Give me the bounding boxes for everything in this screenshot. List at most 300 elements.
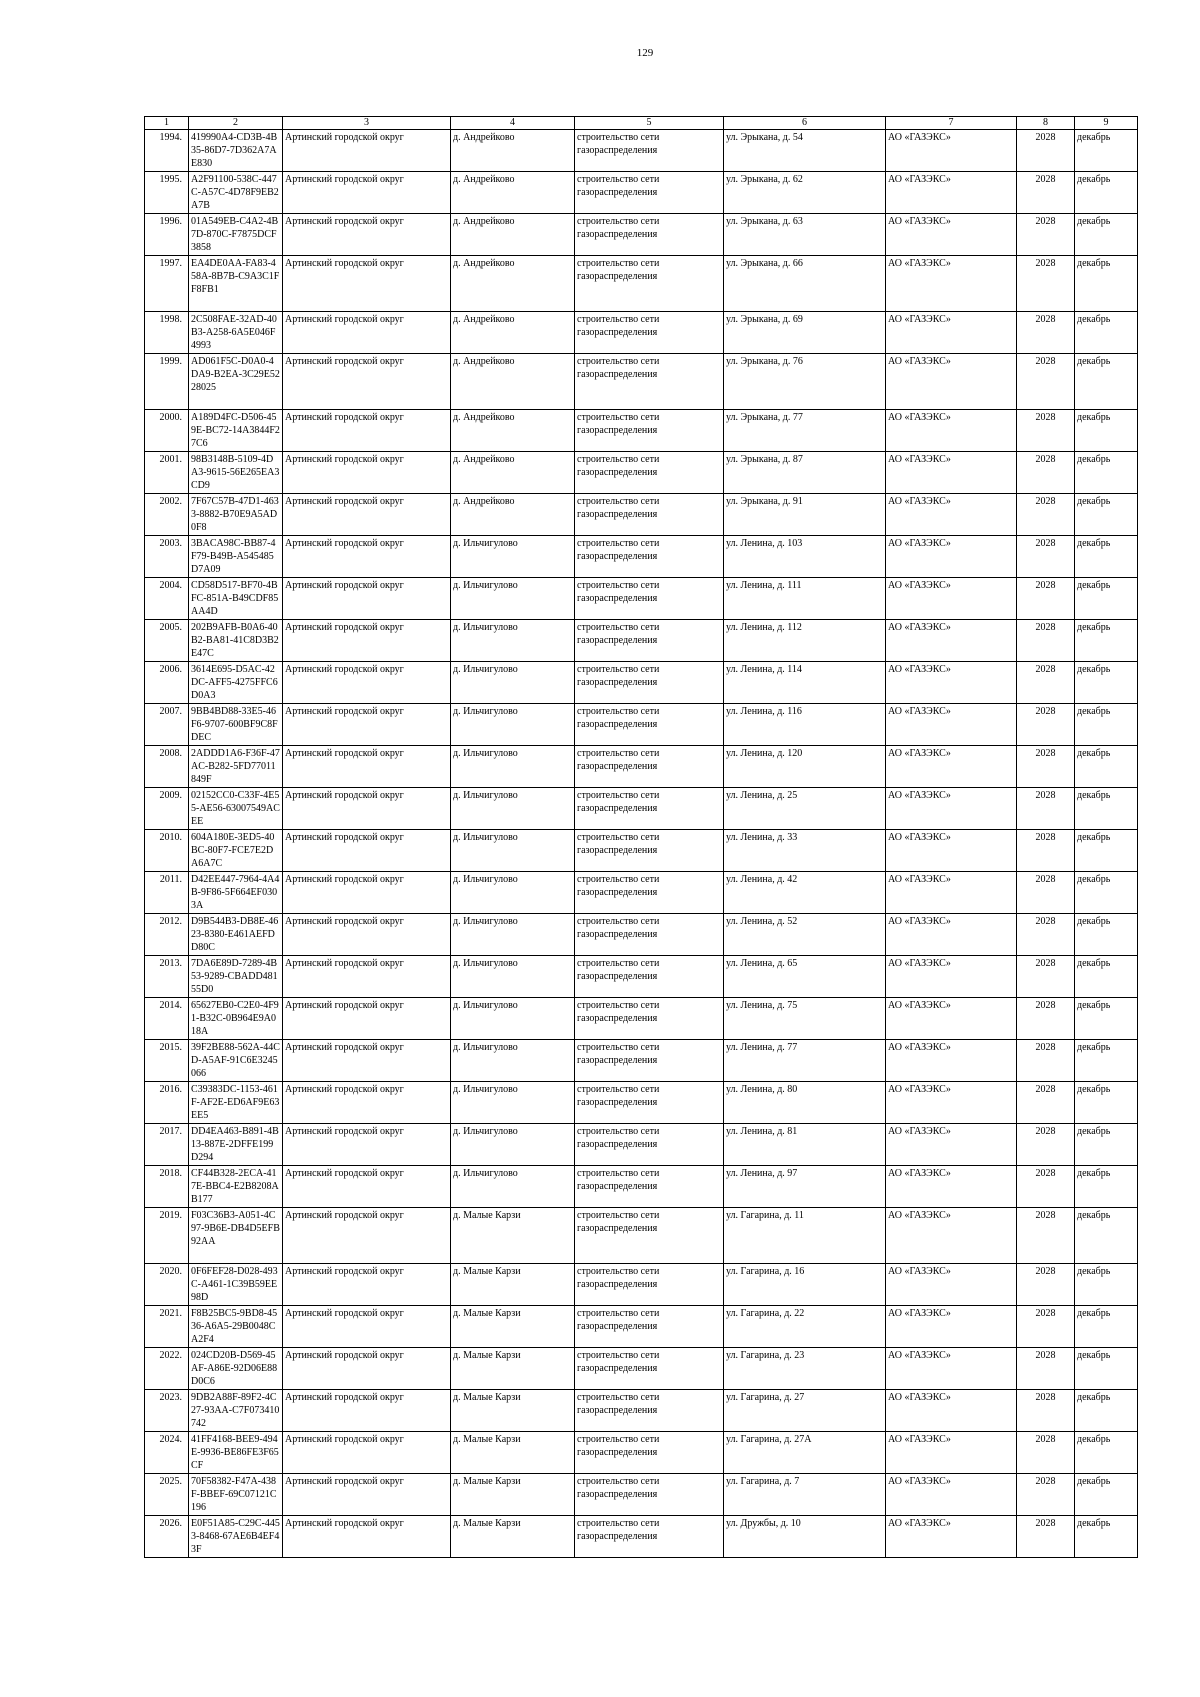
- work-type-cell: строительство сети газораспределения: [575, 1124, 724, 1166]
- address-cell: ул. Эрыкана, д. 91: [724, 494, 886, 536]
- address-cell: ул. Ленина, д. 81: [724, 1124, 886, 1166]
- month-cell: декабрь: [1075, 312, 1138, 354]
- work-type-cell: строительство сети газораспределения: [575, 1516, 724, 1558]
- address-cell: ул. Эрыкана, д. 66: [724, 256, 886, 312]
- row-number: 2024.: [145, 1432, 189, 1474]
- work-type-cell: строительство сети газораспределения: [575, 620, 724, 662]
- address-cell: ул. Ленина, д. 25: [724, 788, 886, 830]
- district-cell: Артинский городской округ: [283, 172, 451, 214]
- work-type-cell: строительство сети газораспределения: [575, 788, 724, 830]
- locality-cell: д. Ильчигулово: [451, 872, 575, 914]
- year-cell: 2028: [1017, 620, 1075, 662]
- work-type-cell: строительство сети газораспределения: [575, 452, 724, 494]
- district-cell: Артинский городской округ: [283, 494, 451, 536]
- row-number: 1994.: [145, 130, 189, 172]
- row-number: 2009.: [145, 788, 189, 830]
- district-cell: Артинский городской округ: [283, 620, 451, 662]
- row-number: 2005.: [145, 620, 189, 662]
- table-row: [145, 1390, 1138, 1432]
- work-type-cell: строительство сети газораспределения: [575, 704, 724, 746]
- organization-cell: АО «ГАЗЭКС»: [886, 256, 1017, 312]
- district-cell: Артинский городской округ: [283, 312, 451, 354]
- locality-cell: д. Ильчигулово: [451, 914, 575, 956]
- district-cell: Артинский городской округ: [283, 410, 451, 452]
- organization-cell: АО «ГАЗЭКС»: [886, 1124, 1017, 1166]
- locality-cell: д. Ильчигулово: [451, 536, 575, 578]
- district-cell: Артинский городской округ: [283, 354, 451, 410]
- locality-cell: д. Андрейково: [451, 410, 575, 452]
- locality-cell: д. Малые Карзи: [451, 1390, 575, 1432]
- month-cell: декабрь: [1075, 872, 1138, 914]
- year-cell: 2028: [1017, 536, 1075, 578]
- gasification-table: [144, 116, 1138, 1558]
- organization-cell: АО «ГАЗЭКС»: [886, 998, 1017, 1040]
- object-id: 7DA6E89D-7289-4B53-9289-CBADD48155D0: [189, 956, 283, 998]
- address-cell: ул. Гагарина, д. 16: [724, 1264, 886, 1306]
- address-cell: ул. Ленина, д. 80: [724, 1082, 886, 1124]
- organization-cell: АО «ГАЗЭКС»: [886, 872, 1017, 914]
- year-cell: 2028: [1017, 1474, 1075, 1516]
- address-cell: ул. Эрыкана, д. 69: [724, 312, 886, 354]
- locality-cell: д. Ильчигулово: [451, 578, 575, 620]
- object-id: E0F51A85-C29C-4453-8468-67AE6B4EF43F: [189, 1516, 283, 1558]
- month-cell: декабрь: [1075, 1040, 1138, 1082]
- work-type-cell: строительство сети газораспределения: [575, 1166, 724, 1208]
- month-cell: декабрь: [1075, 214, 1138, 256]
- district-cell: Артинский городской округ: [283, 214, 451, 256]
- locality-cell: д. Андрейково: [451, 494, 575, 536]
- table-row: [145, 494, 1138, 536]
- year-cell: 2028: [1017, 410, 1075, 452]
- organization-cell: АО «ГАЗЭКС»: [886, 1208, 1017, 1264]
- row-number: 1998.: [145, 312, 189, 354]
- organization-cell: АО «ГАЗЭКС»: [886, 1474, 1017, 1516]
- header-row: [145, 117, 1138, 130]
- table-row: [145, 536, 1138, 578]
- object-id: CF44B328-2ECA-417E-BBC4-E2B8208AB177: [189, 1166, 283, 1208]
- district-cell: Артинский городской округ: [283, 956, 451, 998]
- work-type-cell: строительство сети газораспределения: [575, 914, 724, 956]
- row-number: 2019.: [145, 1208, 189, 1264]
- object-id: D42EE447-7964-4A4B-9F86-5F664EF0303A: [189, 872, 283, 914]
- row-number: 2004.: [145, 578, 189, 620]
- object-id: 9BB4BD88-33E5-46F6-9707-600BF9C8FDEC: [189, 704, 283, 746]
- locality-cell: д. Ильчигулово: [451, 620, 575, 662]
- table-row: [145, 872, 1138, 914]
- row-number: 2003.: [145, 536, 189, 578]
- row-number: 2020.: [145, 1264, 189, 1306]
- year-cell: 2028: [1017, 1348, 1075, 1390]
- object-id: 2C508FAE-32AD-40B3-A258-6A5E046F4993: [189, 312, 283, 354]
- row-number: 2013.: [145, 956, 189, 998]
- organization-cell: АО «ГАЗЭКС»: [886, 172, 1017, 214]
- month-cell: декабрь: [1075, 578, 1138, 620]
- work-type-cell: строительство сети газораспределения: [575, 662, 724, 704]
- locality-cell: д. Ильчигулово: [451, 704, 575, 746]
- col-header-7: 7: [886, 117, 1017, 130]
- work-type-cell: строительство сети газораспределения: [575, 578, 724, 620]
- year-cell: 2028: [1017, 1264, 1075, 1306]
- year-cell: 2028: [1017, 578, 1075, 620]
- month-cell: декабрь: [1075, 452, 1138, 494]
- table-row: [145, 620, 1138, 662]
- year-cell: 2028: [1017, 312, 1075, 354]
- locality-cell: д. Андрейково: [451, 452, 575, 494]
- address-cell: ул. Дружбы, д. 10: [724, 1516, 886, 1558]
- col-header-3: 3: [283, 117, 451, 130]
- work-type-cell: строительство сети газораспределения: [575, 214, 724, 256]
- year-cell: 2028: [1017, 998, 1075, 1040]
- address-cell: ул. Ленина, д. 111: [724, 578, 886, 620]
- district-cell: Артинский городской округ: [283, 830, 451, 872]
- work-type-cell: строительство сети газораспределения: [575, 256, 724, 312]
- row-number: 1997.: [145, 256, 189, 312]
- locality-cell: д. Ильчигулово: [451, 1082, 575, 1124]
- table-row: [145, 746, 1138, 788]
- work-type-cell: строительство сети газораспределения: [575, 956, 724, 998]
- object-id: EA4DE0AA-FA83-458A-8B7B-C9A3C1FF8FB1: [189, 256, 283, 312]
- row-number: 2014.: [145, 998, 189, 1040]
- table-row: [145, 130, 1138, 172]
- table-row: [145, 410, 1138, 452]
- work-type-cell: строительство сети газораспределения: [575, 1040, 724, 1082]
- object-id: D9B544B3-DB8E-4623-8380-E461AEFDD80C: [189, 914, 283, 956]
- month-cell: декабрь: [1075, 1348, 1138, 1390]
- row-number: 2025.: [145, 1474, 189, 1516]
- locality-cell: д. Ильчигулово: [451, 662, 575, 704]
- col-header-1: 1: [145, 117, 189, 130]
- locality-cell: д. Малые Карзи: [451, 1264, 575, 1306]
- month-cell: декабрь: [1075, 1306, 1138, 1348]
- month-cell: декабрь: [1075, 1124, 1138, 1166]
- month-cell: декабрь: [1075, 998, 1138, 1040]
- object-id: 02152CC0-C33F-4E55-AE56-63007549ACEE: [189, 788, 283, 830]
- object-id: 3BACA98C-BB87-4F79-B49B-A545485D7A09: [189, 536, 283, 578]
- district-cell: Артинский городской округ: [283, 1124, 451, 1166]
- row-number: 2018.: [145, 1166, 189, 1208]
- organization-cell: АО «ГАЗЭКС»: [886, 662, 1017, 704]
- row-number: 2016.: [145, 1082, 189, 1124]
- object-id: 41FF4168-BEE9-494E-9936-BE86FE3F65CF: [189, 1432, 283, 1474]
- organization-cell: АО «ГАЗЭКС»: [886, 746, 1017, 788]
- locality-cell: д. Ильчигулово: [451, 1166, 575, 1208]
- district-cell: Артинский городской округ: [283, 536, 451, 578]
- table-row: [145, 578, 1138, 620]
- month-cell: декабрь: [1075, 494, 1138, 536]
- address-cell: ул. Ленина, д. 97: [724, 1166, 886, 1208]
- locality-cell: д. Малые Карзи: [451, 1474, 575, 1516]
- row-number: 2012.: [145, 914, 189, 956]
- year-cell: 2028: [1017, 704, 1075, 746]
- object-id: AD061F5C-D0A0-4DA9-B2EA-3C29E5228025: [189, 354, 283, 410]
- col-header-4: 4: [451, 117, 575, 130]
- table-row: [145, 312, 1138, 354]
- object-id: 9DB2A88F-89F2-4C27-93AA-C7F073410742: [189, 1390, 283, 1432]
- locality-cell: д. Андрейково: [451, 130, 575, 172]
- organization-cell: АО «ГАЗЭКС»: [886, 1348, 1017, 1390]
- district-cell: Артинский городской округ: [283, 872, 451, 914]
- table-row: [145, 1124, 1138, 1166]
- year-cell: 2028: [1017, 494, 1075, 536]
- address-cell: ул. Ленина, д. 42: [724, 872, 886, 914]
- object-id: A2F91100-538C-447C-A57C-4D78F9EB2A7B: [189, 172, 283, 214]
- locality-cell: д. Ильчигулово: [451, 1124, 575, 1166]
- table-row: [145, 214, 1138, 256]
- table-row: [145, 1432, 1138, 1474]
- year-cell: 2028: [1017, 1306, 1075, 1348]
- district-cell: Артинский городской округ: [283, 1516, 451, 1558]
- organization-cell: АО «ГАЗЭКС»: [886, 1166, 1017, 1208]
- year-cell: 2028: [1017, 872, 1075, 914]
- month-cell: декабрь: [1075, 130, 1138, 172]
- district-cell: Артинский городской округ: [283, 1166, 451, 1208]
- district-cell: Артинский городской округ: [283, 130, 451, 172]
- row-number: 2002.: [145, 494, 189, 536]
- month-cell: декабрь: [1075, 704, 1138, 746]
- object-id: 7F67C57B-47D1-4633-8882-B70E9A5AD0F8: [189, 494, 283, 536]
- address-cell: ул. Ленина, д. 65: [724, 956, 886, 998]
- address-cell: ул. Ленина, д. 112: [724, 620, 886, 662]
- address-cell: ул. Ленина, д. 77: [724, 1040, 886, 1082]
- object-id: 39F2BE88-562A-44CD-A5AF-91C6E3245066: [189, 1040, 283, 1082]
- row-number: 2000.: [145, 410, 189, 452]
- work-type-cell: строительство сети газораспределения: [575, 1474, 724, 1516]
- locality-cell: д. Малые Карзи: [451, 1348, 575, 1390]
- month-cell: декабрь: [1075, 1208, 1138, 1264]
- object-id: 3614E695-D5AC-42DC-AFF5-4275FFC6D0A3: [189, 662, 283, 704]
- row-number: 2023.: [145, 1390, 189, 1432]
- organization-cell: АО «ГАЗЭКС»: [886, 956, 1017, 998]
- address-cell: ул. Гагарина, д. 27: [724, 1390, 886, 1432]
- row-number: 2021.: [145, 1306, 189, 1348]
- organization-cell: АО «ГАЗЭКС»: [886, 214, 1017, 256]
- district-cell: Артинский городской округ: [283, 578, 451, 620]
- page-number: 129: [636, 47, 654, 59]
- year-cell: 2028: [1017, 130, 1075, 172]
- district-cell: Артинский городской округ: [283, 1348, 451, 1390]
- object-id: 202B9AFB-B0A6-40B2-BA81-41C8D3B2E47C: [189, 620, 283, 662]
- row-number: 2007.: [145, 704, 189, 746]
- table-row: [145, 956, 1138, 998]
- work-type-cell: строительство сети газораспределения: [575, 1390, 724, 1432]
- organization-cell: АО «ГАЗЭКС»: [886, 354, 1017, 410]
- month-cell: декабрь: [1075, 830, 1138, 872]
- month-cell: декабрь: [1075, 1166, 1138, 1208]
- locality-cell: д. Ильчигулово: [451, 830, 575, 872]
- col-header-5: 5: [575, 117, 724, 130]
- row-number: 2017.: [145, 1124, 189, 1166]
- month-cell: декабрь: [1075, 256, 1138, 312]
- table-row: [145, 1082, 1138, 1124]
- year-cell: 2028: [1017, 1124, 1075, 1166]
- address-cell: ул. Гагарина, д. 11: [724, 1208, 886, 1264]
- work-type-cell: строительство сети газораспределения: [575, 1348, 724, 1390]
- month-cell: декабрь: [1075, 1432, 1138, 1474]
- organization-cell: АО «ГАЗЭКС»: [886, 1040, 1017, 1082]
- work-type-cell: строительство сети газораспределения: [575, 830, 724, 872]
- year-cell: 2028: [1017, 1390, 1075, 1432]
- organization-cell: АО «ГАЗЭКС»: [886, 1082, 1017, 1124]
- object-id: 604A180E-3ED5-40BC-80F7-FCE7E2DA6A7C: [189, 830, 283, 872]
- row-number: 2026.: [145, 1516, 189, 1558]
- district-cell: Артинский городской округ: [283, 1208, 451, 1264]
- organization-cell: АО «ГАЗЭКС»: [886, 536, 1017, 578]
- table-row: [145, 788, 1138, 830]
- address-cell: ул. Эрыкана, д. 54: [724, 130, 886, 172]
- district-cell: Артинский городской округ: [283, 788, 451, 830]
- locality-cell: д. Малые Карзи: [451, 1208, 575, 1264]
- work-type-cell: строительство сети газораспределения: [575, 998, 724, 1040]
- year-cell: 2028: [1017, 1432, 1075, 1474]
- organization-cell: АО «ГАЗЭКС»: [886, 1390, 1017, 1432]
- table-row: [145, 914, 1138, 956]
- district-cell: Артинский городской округ: [283, 256, 451, 312]
- locality-cell: д. Ильчигулово: [451, 998, 575, 1040]
- work-type-cell: строительство сети газораспределения: [575, 1082, 724, 1124]
- locality-cell: д. Ильчигулово: [451, 746, 575, 788]
- locality-cell: д. Малые Карзи: [451, 1516, 575, 1558]
- organization-cell: АО «ГАЗЭКС»: [886, 130, 1017, 172]
- work-type-cell: строительство сети газораспределения: [575, 172, 724, 214]
- col-header-9: 9: [1075, 117, 1138, 130]
- district-cell: Артинский городской округ: [283, 1040, 451, 1082]
- object-id: F03C36B3-A051-4C97-9B6E-DB4D5EFB92AA: [189, 1208, 283, 1264]
- year-cell: 2028: [1017, 956, 1075, 998]
- object-id: 01A549EB-C4A2-4B7D-870C-F7875DCF3858: [189, 214, 283, 256]
- locality-cell: д. Андрейково: [451, 214, 575, 256]
- table-row: [145, 704, 1138, 746]
- month-cell: декабрь: [1075, 354, 1138, 410]
- address-cell: ул. Ленина, д. 103: [724, 536, 886, 578]
- year-cell: 2028: [1017, 172, 1075, 214]
- work-type-cell: строительство сети газораспределения: [575, 872, 724, 914]
- organization-cell: АО «ГАЗЭКС»: [886, 914, 1017, 956]
- address-cell: ул. Ленина, д. 116: [724, 704, 886, 746]
- address-cell: ул. Гагарина, д. 27А: [724, 1432, 886, 1474]
- object-id: CD58D517-BF70-4BFC-851A-B49CDF85AA4D: [189, 578, 283, 620]
- row-number: 2022.: [145, 1348, 189, 1390]
- district-cell: Артинский городской округ: [283, 746, 451, 788]
- row-number: 1999.: [145, 354, 189, 410]
- object-id: F8B25BC5-9BD8-4536-A6A5-29B0048CA2F4: [189, 1306, 283, 1348]
- organization-cell: АО «ГАЗЭКС»: [886, 410, 1017, 452]
- district-cell: Артинский городской округ: [283, 1082, 451, 1124]
- month-cell: декабрь: [1075, 1264, 1138, 1306]
- row-number: 1995.: [145, 172, 189, 214]
- organization-cell: АО «ГАЗЭКС»: [886, 1264, 1017, 1306]
- year-cell: 2028: [1017, 1166, 1075, 1208]
- organization-cell: АО «ГАЗЭКС»: [886, 1432, 1017, 1474]
- table-row: [145, 172, 1138, 214]
- district-cell: Артинский городской округ: [283, 662, 451, 704]
- table-row: [145, 1474, 1138, 1516]
- organization-cell: АО «ГАЗЭКС»: [886, 1306, 1017, 1348]
- locality-cell: д. Ильчигулово: [451, 1040, 575, 1082]
- table-row: [145, 1166, 1138, 1208]
- table-row: [145, 998, 1138, 1040]
- address-cell: ул. Гагарина, д. 22: [724, 1306, 886, 1348]
- object-id: 419990A4-CD3B-4B35-86D7-7D362A7AE830: [189, 130, 283, 172]
- table-row: [145, 662, 1138, 704]
- organization-cell: АО «ГАЗЭКС»: [886, 830, 1017, 872]
- address-cell: ул. Эрыкана, д. 76: [724, 354, 886, 410]
- table-row: [145, 1208, 1138, 1264]
- address-cell: ул. Ленина, д. 75: [724, 998, 886, 1040]
- address-cell: ул. Ленина, д. 52: [724, 914, 886, 956]
- address-cell: ул. Эрыкана, д. 63: [724, 214, 886, 256]
- year-cell: 2028: [1017, 1516, 1075, 1558]
- month-cell: декабрь: [1075, 956, 1138, 998]
- year-cell: 2028: [1017, 1208, 1075, 1264]
- table-row: [145, 1516, 1138, 1558]
- object-id: 65627EB0-C2E0-4F91-B32C-0B964E9A018A: [189, 998, 283, 1040]
- work-type-cell: строительство сети газораспределения: [575, 1306, 724, 1348]
- month-cell: декабрь: [1075, 620, 1138, 662]
- year-cell: 2028: [1017, 830, 1075, 872]
- address-cell: ул. Ленина, д. 33: [724, 830, 886, 872]
- work-type-cell: строительство сети газораспределения: [575, 536, 724, 578]
- col-header-8: 8: [1017, 117, 1075, 130]
- district-cell: Артинский городской округ: [283, 1432, 451, 1474]
- table-row: [145, 830, 1138, 872]
- object-id: C39383DC-1153-461F-AF2E-ED6AF9E63EE5: [189, 1082, 283, 1124]
- address-cell: ул. Гагарина, д. 23: [724, 1348, 886, 1390]
- organization-cell: АО «ГАЗЭКС»: [886, 620, 1017, 662]
- table-row: [145, 1264, 1138, 1306]
- year-cell: 2028: [1017, 788, 1075, 830]
- district-cell: Артинский городской округ: [283, 998, 451, 1040]
- district-cell: Артинский городской округ: [283, 914, 451, 956]
- work-type-cell: строительство сети газораспределения: [575, 746, 724, 788]
- year-cell: 2028: [1017, 746, 1075, 788]
- locality-cell: д. Андрейково: [451, 172, 575, 214]
- district-cell: Артинский городской округ: [283, 1264, 451, 1306]
- table-row: [145, 256, 1138, 312]
- year-cell: 2028: [1017, 662, 1075, 704]
- locality-cell: д. Андрейково: [451, 256, 575, 312]
- year-cell: 2028: [1017, 256, 1075, 312]
- object-id: A189D4FC-D506-459E-BC72-14A3844F27C6: [189, 410, 283, 452]
- month-cell: декабрь: [1075, 536, 1138, 578]
- table-row: [145, 1348, 1138, 1390]
- locality-cell: д. Малые Карзи: [451, 1306, 575, 1348]
- work-type-cell: строительство сети газораспределения: [575, 1208, 724, 1264]
- month-cell: декабрь: [1075, 1390, 1138, 1432]
- row-number: 2001.: [145, 452, 189, 494]
- row-number: 2008.: [145, 746, 189, 788]
- district-cell: Артинский городской округ: [283, 1474, 451, 1516]
- organization-cell: АО «ГАЗЭКС»: [886, 788, 1017, 830]
- object-id: 024CD20B-D569-45AF-A86E-92D06E88D0C6: [189, 1348, 283, 1390]
- table-row: [145, 354, 1138, 410]
- locality-cell: д. Андрейково: [451, 354, 575, 410]
- work-type-cell: строительство сети газораспределения: [575, 130, 724, 172]
- organization-cell: АО «ГАЗЭКС»: [886, 494, 1017, 536]
- row-number: 1996.: [145, 214, 189, 256]
- year-cell: 2028: [1017, 354, 1075, 410]
- month-cell: декабрь: [1075, 172, 1138, 214]
- organization-cell: АО «ГАЗЭКС»: [886, 1516, 1017, 1558]
- month-cell: декабрь: [1075, 410, 1138, 452]
- row-number: 2011.: [145, 872, 189, 914]
- organization-cell: АО «ГАЗЭКС»: [886, 578, 1017, 620]
- address-cell: ул. Эрыкана, д. 62: [724, 172, 886, 214]
- year-cell: 2028: [1017, 1040, 1075, 1082]
- district-cell: Артинский городской округ: [283, 452, 451, 494]
- work-type-cell: строительство сети газораспределения: [575, 354, 724, 410]
- year-cell: 2028: [1017, 1082, 1075, 1124]
- locality-cell: д. Малые Карзи: [451, 1432, 575, 1474]
